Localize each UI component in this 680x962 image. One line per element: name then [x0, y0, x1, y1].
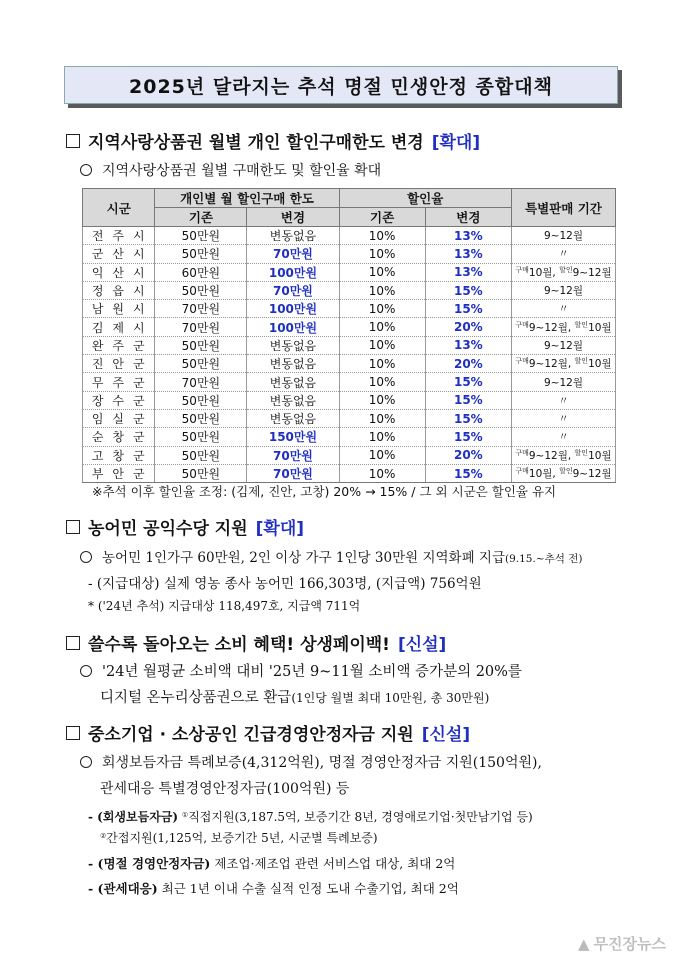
table-row: [83, 300, 616, 318]
cell-rate-after: 13%: [425, 336, 511, 354]
cell-rate-before: 10%: [339, 409, 425, 427]
cell-city: 진안군: [83, 355, 155, 373]
section4-detail4: [88, 879, 459, 897]
cell-limit-before: 50만원: [155, 409, 247, 427]
section2-heading-text: 농어민 공익수당 지원: [88, 519, 248, 539]
section4-line1-text: 회생보듬자금 특례보증(4,312억원), 명절 경영안정자금 지원(150억원),: [102, 755, 542, 771]
cell-rate-after: 15%: [425, 428, 511, 446]
circle-bullet-icon: [80, 551, 92, 563]
cell-limit-after: 변동없음: [247, 336, 339, 354]
cell-city: 익산시: [83, 263, 155, 281]
period-part: 구매: [515, 357, 529, 366]
cell-period: [511, 464, 615, 482]
cell-limit-before: 50만원: [155, 281, 247, 299]
section1-sub-text: 지역사랑상품권 월별 구매한도 및 할인율 확대: [102, 163, 382, 179]
cell-rate-after: 13%: [425, 263, 511, 281]
cell-rate-before: 10%: [339, 355, 425, 373]
cell-city: 부안군: [83, 464, 155, 482]
cell-limit-after: 70만원: [247, 464, 339, 482]
cell-rate-before: 10%: [339, 391, 425, 409]
cell-period: 〃: [511, 428, 615, 446]
cell-period: [511, 355, 615, 373]
section3-heading: [66, 630, 446, 655]
period-part: 구매: [515, 448, 529, 457]
table-row: [83, 227, 616, 245]
circle-bullet-icon: [80, 164, 92, 176]
cell-limit-after: 150만원: [247, 428, 339, 446]
cell-city: 완주군: [83, 336, 155, 354]
cell-period: 〃: [511, 245, 615, 263]
cell-rate-after: 20%: [425, 318, 511, 336]
cell-limit-before: 50만원: [155, 391, 247, 409]
section4-detail3: [88, 854, 455, 872]
cell-period: 〃: [511, 409, 615, 427]
section2-line3: * ('24년 추석) 지급대상 118,497호, 지급액 711억: [88, 599, 361, 613]
period-part: 9~12월,: [528, 449, 575, 462]
cell-period: [511, 446, 615, 464]
period-part: 구매: [515, 265, 529, 274]
section4-d3-text: 제조업·제조업 관련 서비스업 대상, 최대 2억: [214, 856, 456, 871]
cell-period: 〃: [511, 391, 615, 409]
col-city-header: 시군: [83, 189, 155, 227]
cell-rate-after: 15%: [425, 281, 511, 299]
cell-limit-before: 50만원: [155, 428, 247, 446]
cell-city: 전주시: [83, 227, 155, 245]
period-part: 10월,: [528, 266, 560, 279]
cell-rate-after: 15%: [425, 300, 511, 318]
section1-tag: [확대]: [431, 133, 481, 153]
cell-period: 〃: [511, 300, 615, 318]
cell-city: 정읍시: [83, 281, 155, 299]
cell-rate-before: 10%: [339, 373, 425, 391]
watermark-text: 무진장뉴스: [593, 935, 666, 953]
checkbox-square-icon: [66, 636, 80, 650]
cell-limit-before: 60만원: [155, 263, 247, 281]
section3-line2: [100, 686, 489, 707]
period-part: 구매: [515, 320, 529, 329]
section4-heading-text: 중소기업 · 소상공인 긴급경영안정자금 지원: [88, 725, 414, 745]
table-row: [83, 336, 616, 354]
checkbox-square-icon: [66, 520, 80, 534]
col-limit-before: 기존: [155, 208, 247, 227]
period-part: 9~12월,: [528, 321, 575, 334]
table-row: [83, 464, 616, 482]
period-part: 할인: [559, 265, 573, 274]
col-rate-before: 기존: [339, 208, 425, 227]
page-title-text: 2025년 달라지는 추석 명절 민생안정 종합대책: [129, 75, 553, 98]
section2-line2: - (지급대상) 실제 영농 종사 농어민 166,303명, (지급액) 756억원: [88, 576, 482, 592]
cell-rate-after: 15%: [425, 409, 511, 427]
cell-limit-before: 50만원: [155, 336, 247, 354]
cell-rate-before: 10%: [339, 245, 425, 263]
period-part: 할인: [574, 320, 589, 329]
table-row: [83, 409, 616, 427]
cell-rate-before: 10%: [339, 464, 425, 482]
cell-limit-before: 50만원: [155, 355, 247, 373]
cell-rate-after: 15%: [425, 373, 511, 391]
cell-rate-before: 10%: [339, 446, 425, 464]
period-part: 할인: [574, 357, 589, 366]
period-part: 9~12월: [572, 266, 612, 279]
cell-limit-after: 70만원: [247, 245, 339, 263]
cell-city: 남원시: [83, 300, 155, 318]
period-part: 할인: [559, 467, 573, 475]
cell-city: 장수군: [83, 391, 155, 409]
table-row: [83, 245, 616, 263]
cell-period: 9~12월: [511, 281, 615, 299]
cell-city: 고창군: [83, 446, 155, 464]
cell-rate-after: 13%: [425, 245, 511, 263]
cell-rate-after: 20%: [425, 355, 511, 373]
section2-heading: [66, 514, 304, 539]
section4-d1-mark: ①: [181, 811, 189, 819]
section4-d3-label: - (명절 경영안정자금): [88, 856, 211, 871]
checkbox-square-icon: [66, 134, 80, 148]
watermark-logo-icon: ▲: [578, 934, 590, 953]
section2-line1: [80, 546, 582, 566]
cell-limit-after: 70만원: [247, 446, 339, 464]
section4-d1-text: 직접지원(3,187.5억, 보증기간 8년, 경영애로기업·첫만남기업 등): [188, 810, 533, 824]
cell-limit-before: 70만원: [155, 318, 247, 336]
cell-limit-after: 변동없음: [247, 409, 339, 427]
cell-limit-before: 50만원: [155, 245, 247, 263]
section4-heading: [66, 720, 470, 745]
section3-line2-text: 디지털 온누리상품권으로 환급: [100, 690, 292, 706]
section1-heading: [66, 128, 480, 153]
section4-d2-mark: ②: [100, 832, 107, 840]
cell-rate-before: 10%: [339, 263, 425, 281]
cell-city: 군산시: [83, 245, 155, 263]
section2-tag: [확대]: [255, 519, 305, 539]
section4-line1: [80, 752, 542, 772]
checkbox-square-icon: [66, 726, 80, 740]
period-part: 할인: [574, 448, 589, 457]
table-row: [83, 428, 616, 446]
cell-limit-after: 변동없음: [247, 227, 339, 245]
cell-limit-before: 70만원: [155, 373, 247, 391]
col-period-header: 특별판매 기간: [511, 189, 615, 227]
section4-detail2: [100, 829, 378, 846]
section2-line1-text: 농어민 1인가구 60만원, 2인 이상 가구 1인당 30만원 지역화폐 지급: [102, 550, 505, 566]
cell-limit-before: 50만원: [155, 227, 247, 245]
cell-limit-before: 50만원: [155, 464, 247, 482]
section3-line2-small: (1인당 월별 최대 10만원, 총 30만원): [291, 691, 490, 705]
cell-period: 9~12월: [511, 227, 615, 245]
section4-line2: 관세대응 특별경영안정자금(100억원) 등: [100, 781, 350, 797]
cell-rate-before: 10%: [339, 300, 425, 318]
period-part: 10월,: [528, 468, 560, 480]
section4-d2-text: 간접지원(1,125억, 보증기간 5년, 시군별 특례보증): [106, 831, 378, 845]
col-limit-after: 변경: [247, 208, 339, 227]
table-row: [83, 373, 616, 391]
cell-city: 김제시: [83, 318, 155, 336]
cell-limit-after: 변동없음: [247, 391, 339, 409]
cell-period: 9~12월: [511, 336, 615, 354]
section2-line1-small: (9.15.~추석 전): [504, 553, 583, 565]
cell-limit-after: 변동없음: [247, 355, 339, 373]
section3-line1: [80, 660, 522, 681]
period-part: 10월: [588, 321, 612, 334]
cell-period: 9~12월: [511, 373, 615, 391]
cell-rate-after: 15%: [425, 391, 511, 409]
section1-note: ※추석 이후 할인율 조정: (김제, 진안, 고창) 20% → 15% / 그 외 시군은 할인율 유지: [92, 484, 557, 499]
cell-period: [511, 263, 615, 281]
cell-limit-after: 70만원: [247, 281, 339, 299]
period-part: 10월: [588, 358, 612, 371]
cell-rate-after: 20%: [425, 446, 511, 464]
circle-bullet-icon: [80, 665, 92, 677]
cell-limit-after: 100만원: [247, 263, 339, 281]
cell-rate-before: 10%: [339, 428, 425, 446]
section1-heading-text: 지역사랑상품권 월별 개인 할인구매한도 변경: [88, 133, 424, 153]
table-row: [83, 355, 616, 373]
discount-table: [82, 188, 616, 483]
table-row: [83, 263, 616, 281]
page-title: [64, 66, 618, 104]
section3-tag: [신설]: [397, 635, 447, 655]
col-rate-header: 할인율: [339, 189, 511, 208]
section4-tag: [신설]: [421, 725, 471, 745]
table-row: [83, 446, 616, 464]
section4-d1-label: - (회생보듬자금): [88, 810, 179, 824]
table-row: [83, 281, 616, 299]
period-part: 9~12월: [572, 468, 612, 480]
cell-limit-after: 100만원: [247, 318, 339, 336]
table-row: [83, 318, 616, 336]
period-part: 9~12월,: [528, 358, 575, 371]
section1-sub: [80, 160, 381, 180]
circle-bullet-icon: [80, 756, 92, 768]
cell-rate-before: 10%: [339, 281, 425, 299]
section4-d4-text: 최근 1년 이내 수출 실적 인정 도내 수출기업, 최대 2억: [161, 881, 459, 896]
cell-limit-before: 70만원: [155, 300, 247, 318]
cell-period: [511, 318, 615, 336]
cell-rate-after: 15%: [425, 464, 511, 482]
cell-rate-before: 10%: [339, 227, 425, 245]
cell-city: 무주군: [83, 373, 155, 391]
table-row: [83, 391, 616, 409]
section3-heading-text: 쓸수록 돌아오는 소비 혜택! 상생페이백!: [88, 635, 390, 655]
cell-rate-after: 13%: [425, 227, 511, 245]
cell-rate-before: 10%: [339, 336, 425, 354]
period-part: 10월: [588, 449, 612, 462]
cell-city: 순창군: [83, 428, 155, 446]
section4-d4-label: - (관세대응): [88, 881, 158, 896]
cell-limit-after: 변동없음: [247, 373, 339, 391]
cell-limit-before: 50만원: [155, 446, 247, 464]
col-rate-after: 변경: [425, 208, 511, 227]
period-part: 구매: [515, 467, 529, 475]
section4-detail1: [88, 808, 533, 825]
watermark: [578, 933, 666, 954]
cell-city: 임실군: [83, 409, 155, 427]
section3-line1-text: '24년 월평균 소비액 대비 '25년 9~11월 소비액 증가분의 20%를: [102, 664, 522, 680]
col-limit-header: 개인별 월 할인구매 한도: [155, 189, 339, 208]
cell-rate-before: 10%: [339, 318, 425, 336]
cell-limit-after: 100만원: [247, 300, 339, 318]
